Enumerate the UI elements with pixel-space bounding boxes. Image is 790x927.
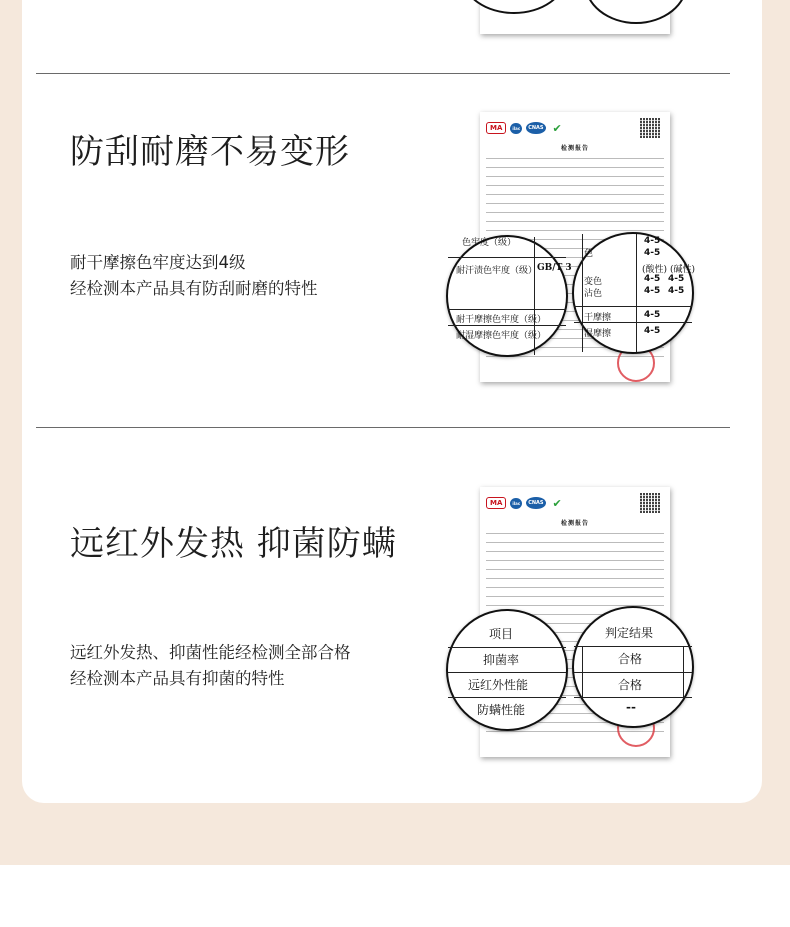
cma-logo-icon: MA [486,122,506,134]
section-1-desc [70,250,318,302]
lens-item-0: 项目 [489,627,514,641]
section-1-title: 防刮耐磨不易变形 [70,132,350,172]
lens-r-v-5: 4-5 [644,310,661,320]
lens-result-1: 合格 [618,652,643,666]
magnifier-1-right [572,232,694,354]
lens-r-v-1: 4-5 [644,248,661,258]
magnifier-1-left [446,235,572,357]
grid-line [574,697,692,698]
section-1-desc-line-2: 经检测本产品具有防刮耐磨的特性 [70,279,318,298]
qr-code-icon [640,118,660,138]
lens-r-v-3a: 4-5 [644,274,661,284]
lens-r-v-6: 4-5 [644,326,661,336]
cma-logo-icon: MA [486,497,506,509]
grid-line [582,646,583,698]
lens-r-v-2b: (碱性) [670,265,696,275]
cnas-logo-icon: CNAS [526,497,545,509]
ilac-mra-logo-icon: ilac [510,498,522,509]
lens-result-0: 判定结果 [605,626,654,640]
grid-line [448,672,566,673]
lens-r-v-0: 4-5 [644,236,661,246]
lens-r-v-4b: 4-5 [668,286,685,296]
grid-line [448,325,566,326]
cnas-logo-icon: CNAS [526,122,545,134]
section-1-desc-line-1: 耐干摩擦色牢度达到4级 [70,253,246,272]
grid-line [448,697,566,698]
grid-line [574,306,692,307]
report-logos [486,494,565,512]
report-title: 检测报告 [560,145,589,152]
grid-line [448,257,566,258]
section-2-desc-line-2: 经检测本产品具有抑菌的特性 [70,669,285,688]
grid-line [448,647,566,648]
lens-standard: GB/T 3 [537,263,572,273]
section-2-desc-line-1: 远红外发热、抑菌性能经检测全部合格 [70,643,351,662]
section-2-desc [70,640,351,692]
lens-result-2: 合格 [618,678,643,692]
lens-r-label-3: 变色 [584,277,603,287]
lens-item-1: 抑菌率 [483,653,520,667]
magnifier-2-left [446,609,568,731]
lens-r-v-3b: 4-5 [668,274,685,284]
lens-row-3: 耐干摩擦色牢度（级） [456,315,547,325]
grid-line [683,646,684,698]
divider-1 [36,73,730,74]
lens-row-4: 耐湿摩擦色牢度（级） [456,331,547,341]
lens-r-label-5: 干摩擦 [584,313,612,323]
lens-r-v-4a: 4-5 [644,286,661,296]
check-logo-icon: ✔ [552,496,562,510]
grid-line [448,309,566,310]
grid-line [574,672,692,673]
lens-r-label-6: 湿摩擦 [584,329,612,339]
lens-item-2: 远红外性能 [468,678,529,692]
lens-row-2: 耐汗渍色牢度（级） [456,266,538,276]
magnifier-2-right [572,606,694,728]
lens-r-label-4: 沾色 [584,289,603,299]
lens-row-1: 色牢度（级） [462,238,517,248]
grid-line [636,234,637,352]
lens-item-3: 防螨性能 [477,703,526,717]
ilac-mra-logo-icon: ilac [510,123,522,134]
section-2-title: 远红外发热 抑菌防螨 [70,524,397,564]
divider-2 [36,427,730,428]
qr-code-icon [640,493,660,513]
lens-r-v-2a: (酸性) [642,265,668,275]
report-title: 检测报告 [560,520,589,527]
report-logos [486,119,565,137]
lens-r-label-0: 色 [584,249,594,259]
check-logo-icon: ✔ [552,121,562,135]
lens-result-3: -- [626,700,636,714]
grid-line [574,646,692,647]
grid-line [582,234,583,352]
